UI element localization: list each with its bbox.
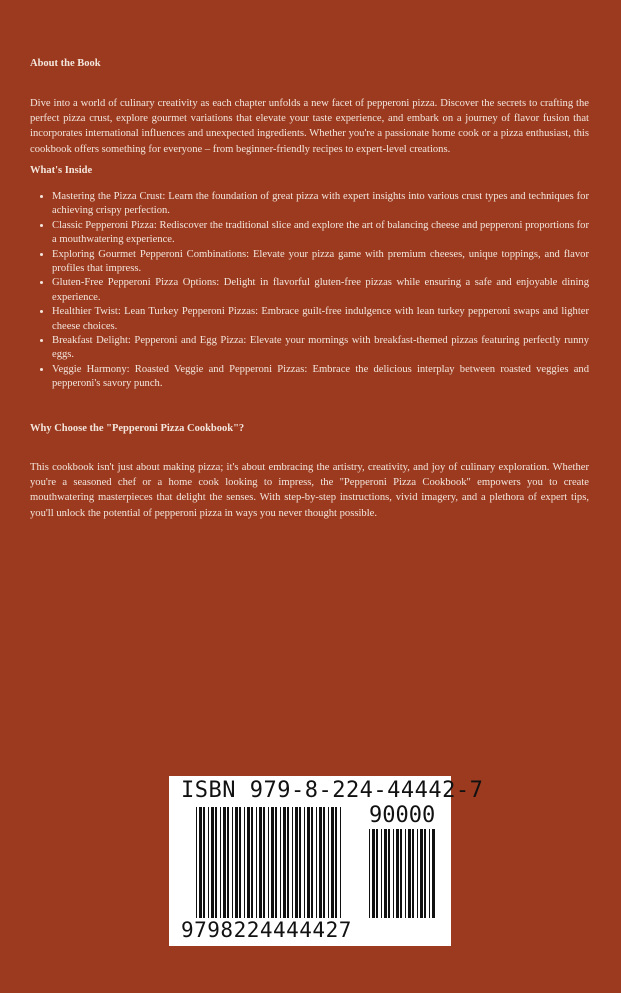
list-item: • Gluten-Free Pepperoni Pizza Options: Delight in flavorful gluten-free pizzas while ensuring a safe and enjoyable dining experience. bbox=[52, 276, 589, 305]
why-choose-paragraph: This cookbook isn't just about making pizza; it's about embracing the artistry, creativity, and joy of culinary exploration. Whether you're a seasoned chef or a home cook looking to impress, the "Pepperoni Pizza Cookbook" empowers you to create mouthwatering masterpieces that delight the senses. With step-by-step instructions, vivid imagery, and a plethora of expert tips, you'll unlock the potential of pepperoni pizza in ways you never thought possible. bbox=[30, 462, 589, 519]
barcode-bar bbox=[211, 807, 214, 918]
barcode-bar bbox=[235, 807, 238, 918]
barcode-bar bbox=[393, 829, 394, 918]
barcode-bar bbox=[299, 807, 301, 918]
barcode-bar bbox=[400, 829, 402, 918]
barcode-bar bbox=[263, 807, 265, 918]
barcode-bar bbox=[319, 807, 322, 918]
barcode-bar bbox=[331, 807, 334, 918]
why-choose-heading: Why Choose the "Pepperoni Pizza Cookbook"? bbox=[30, 423, 245, 434]
barcode-bar bbox=[307, 807, 310, 918]
barcode-bar bbox=[256, 807, 257, 918]
list-item: • Veggie Harmony: Roasted Veggie and Pepperoni Pizzas: Embrace the delicious interplay between roasted veggies and pepperoni's savory punch. bbox=[52, 363, 589, 392]
barcode-bar bbox=[203, 807, 205, 918]
list-item: • Classic Pepperoni Pizza: Rediscover the traditional slice and explore the art of balancing cheese and pepperoni proportions for a mouthwatering experience. bbox=[52, 219, 589, 248]
about-heading: About the Book bbox=[30, 58, 101, 69]
barcode-bar bbox=[292, 807, 293, 918]
barcode-bar bbox=[280, 807, 281, 918]
barcode-bar bbox=[429, 829, 430, 918]
barcode-bar bbox=[381, 829, 382, 918]
barcode-bar bbox=[223, 807, 226, 918]
barcode-bar bbox=[259, 807, 262, 918]
list-item: • Breakfast Delight: Pepperoni and Egg Pizza: Elevate your mornings with breakfast-themed pizzas featuring perfectly runny eggs. bbox=[52, 334, 589, 363]
list-item: • Mastering the Pizza Crust: Learn the foundation of great pizza with expert insights into various crust types and techniques for achieving crispy perfection. bbox=[52, 190, 589, 219]
barcode-addon-number: 90000 bbox=[369, 803, 436, 828]
barcode-bar bbox=[304, 807, 305, 918]
barcode-bar bbox=[372, 829, 375, 918]
barcode-bar bbox=[283, 807, 286, 918]
barcode-bar bbox=[244, 807, 245, 918]
barcode-bar bbox=[424, 829, 426, 918]
barcode-bar bbox=[376, 829, 378, 918]
barcode-bar bbox=[208, 807, 209, 918]
barcode-bar bbox=[396, 829, 399, 918]
barcode-bar bbox=[239, 807, 241, 918]
barcode-bar bbox=[384, 829, 387, 918]
barcode-bar bbox=[287, 807, 289, 918]
barcode-bar bbox=[271, 807, 274, 918]
barcode-bar bbox=[328, 807, 329, 918]
barcode-bar bbox=[247, 807, 250, 918]
isbn-label: ISBN 979-8-224-44442-7 bbox=[181, 778, 484, 803]
barcode-bar bbox=[316, 807, 317, 918]
barcode-bar bbox=[196, 807, 197, 918]
barcode-bar bbox=[199, 807, 202, 918]
barcode-bar bbox=[408, 829, 411, 918]
barcode-bar bbox=[432, 829, 435, 918]
barcode-bar bbox=[311, 807, 313, 918]
barcode-bar bbox=[388, 829, 390, 918]
barcode-bar bbox=[215, 807, 217, 918]
list-item: • Healthier Twist: Lean Turkey Pepperoni Pizzas: Embrace guilt-free indulgence with lean turkey pepperoni swaps and lighter cheese choices. bbox=[52, 305, 589, 334]
barcode-bar bbox=[227, 807, 229, 918]
barcode-bar bbox=[220, 807, 221, 918]
barcode-bar bbox=[405, 829, 406, 918]
whats-inside-heading: What's Inside bbox=[30, 165, 93, 176]
barcode-bar bbox=[369, 829, 370, 918]
barcode-digits: 9798224444427 bbox=[181, 918, 352, 942]
barcode-bar bbox=[275, 807, 277, 918]
list-item: • Exploring Gourmet Pepperoni Combinations: Elevate your pizza game with premium cheeses, unique toppings, and flavor profiles that impress. bbox=[52, 248, 589, 277]
about-paragraph: Dive into a world of culinary creativity as each chapter unfolds a new facet of pepperoni pizza. Discover the secrets to crafting the perfect pizza crust, explore gourmet variations that elevate your taste experience, and embark on a journey of flavor fusion that incorporates international influences and unexpected ingredients. Whether you're a passionate home cook or a pizza enthusiast, this cookbook offers something for everyone – from beginner-friendly recipes to expert-level creations. bbox=[30, 98, 589, 155]
barcode-bar bbox=[268, 807, 269, 918]
barcode-bar bbox=[232, 807, 233, 918]
isbn-barcode bbox=[169, 776, 484, 946]
barcode-bar bbox=[340, 807, 341, 918]
barcode-bar bbox=[323, 807, 325, 918]
barcode-bar bbox=[251, 807, 253, 918]
barcode-bar bbox=[335, 807, 337, 918]
barcode-bar bbox=[295, 807, 298, 918]
whats-inside-list bbox=[30, 190, 589, 392]
barcode-bar bbox=[417, 829, 418, 918]
barcode-bar bbox=[420, 829, 423, 918]
barcode-bar bbox=[412, 829, 414, 918]
